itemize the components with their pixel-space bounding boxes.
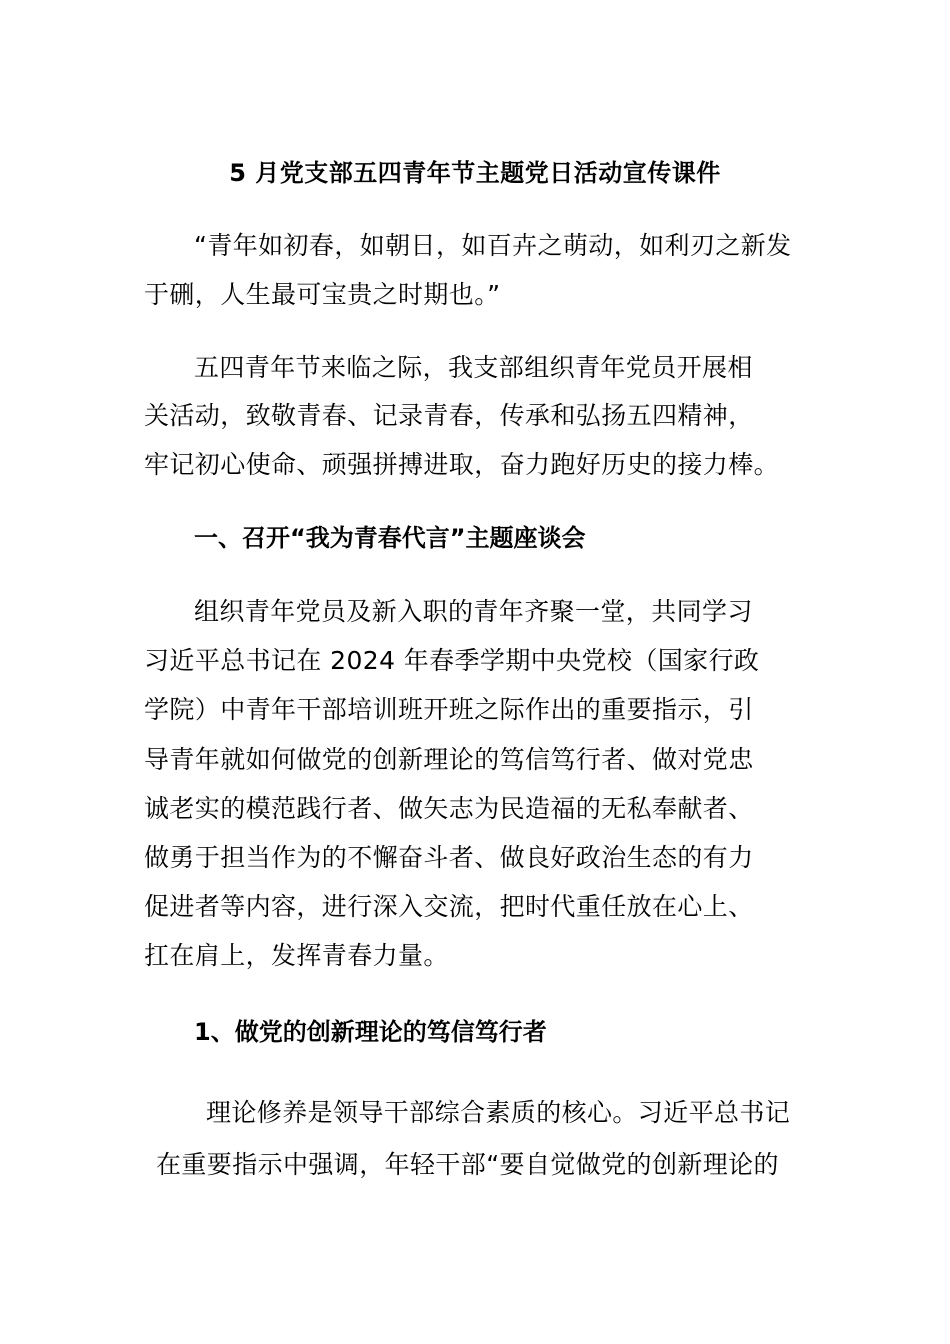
section-heading: 一、召开“我为青春代言”主题座谈会 [194, 524, 586, 552]
intro-line: 关活动，致敬青春、记录青春，传承和弘扬五四精神， [144, 401, 754, 430]
quote-line: 于硎，人生最可宝贵之时期也。” [144, 280, 501, 309]
intro-line: 五四青年节来临之际，我支部组织青年党员开展相 [194, 353, 753, 382]
section-line: 导青年就如何做党的创新理论的笃信笃行者、做对党忠 [144, 745, 754, 774]
section-line: 扛在肩上，发挥青春力量。 [144, 941, 449, 970]
section-line: 促进者等内容，进行深入交流，把时代重任放在心上、 [144, 892, 754, 921]
document-title: 5 月党支部五四青年节主题党日活动宣传课件 [229, 159, 721, 187]
section-line: 诚老实的模范践行者、做矢志为民造福的无私奉献者、 [144, 794, 754, 823]
subsection-line: 理论修养是领导干部综合素质的核心。习近平总书记 [206, 1098, 791, 1127]
subsection-heading: 1、做党的创新理论的笃信笃行者 [194, 1018, 547, 1046]
section-line: 学院）中青年干部培训班开班之际作出的重要指示，引 [144, 695, 754, 724]
quote-line: “青年如初春，如朝日，如百卉之萌动，如利刃之新发 [194, 231, 792, 260]
subsection-line: 在重要指示中强调，年轻干部“要自觉做党的创新理论的 [156, 1150, 779, 1179]
section-line: 习近平总书记在 2024 年春季学期中央党校（国家行政 [144, 646, 760, 675]
section-line: 做勇于担当作为的不懈奋斗者、做良好政治生态的有力 [144, 843, 754, 872]
section-line: 组织青年党员及新入职的青年齐聚一堂，共同学习 [194, 597, 753, 626]
intro-line: 牢记初心使命、顽强拼搏进取，奋力跑好历史的接力棒。 [144, 450, 780, 479]
